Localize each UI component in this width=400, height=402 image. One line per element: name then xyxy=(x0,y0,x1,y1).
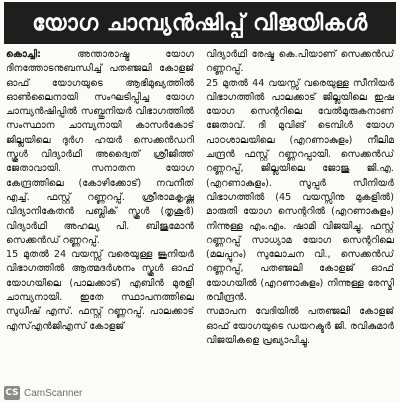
camscanner-label: CamScanner xyxy=(24,387,83,399)
paragraph-1 xyxy=(6,48,194,248)
paragraph-2: 15 മുതൽ 24 വയസ്സ് വരെയുള്ള ജൂനിയർ വിഭാഗത്തിൽ ആത്മദർശനം സ്കൂൾ ഓഫ് യോഗയിലെ (പാലക്കാട്) എബിൻ മുരളി ചാമ്പ്യനായി. ഇതേ സ്ഥാപനത്തിലെ സുധീഷ് എസ്. ഫസ്റ്റ് റണ്ണറപ്പ്. പാലക്കാട് എസ്എൻജിഎസ് കോളജ് xyxy=(6,249,194,332)
left-column xyxy=(6,48,194,388)
dateline: കൊച്ചി: xyxy=(6,49,41,60)
camscanner-logo-icon: CS xyxy=(5,388,19,398)
paragraph-4: 25 മുതൽ 44 വയസ്സ് വരെയുള്ള സീനിയർ വിഭാഗത്തിൽ പാലക്കാട് ജില്ലയിലെ ഇഷ യോഗ സെന്ററിലെ വേൽമുരുകനാണ് ജേതാവ്. ദി മുവിങ് ടെമ്പിൾ യോഗ പാഠശാലയിലെ (എറണാകുളം) നീലിമ ചന്ദ്രൻ ഫസ്റ്റ് റണ്ണറപ്പായി. സെക്കൻഡ് റണ്ണറപ്പ്, ജില്ലയിലെ ജോജു ജി.എ. (എറണാകുളം). സൂപ്പർ സീനിയർ വിഭാഗത്തിൽ (45 വയസ്സിനു മുകളിൽ) മാരുതി യോഗ സെന്ററിൽ (എറണാകുളം) നിന്നുള്ള എം.എം. ഷാമി വിജയിച്ചു. ഫസ്റ്റ് റണ്ണറപ്പ് സാധ്യാമ യോഗ സെന്ററിലെ (മലപ്പുറം) സുലോചന വി., സെക്കൻഡ് റണ്ണറപ്പ്, പതഞ്ജലി കോളജ് ഓഫ് യോഗയിൽ (എറണാകുളം) നിന്നുള്ള രേസ്മി രവീന്ദ്രൻ. xyxy=(206,77,394,304)
article-body xyxy=(6,48,394,388)
paragraph-1-text: അന്താരാഷ്ട്ര യോഗ ദിനത്തോടനുബന്ധിച്ച് പതഞ്ജലി കോളജ് ഓഫ് യോഗയുടെ ആഭിമുഖ്യത്തിൽ ഓൺലൈനായി സംഘടിപ്പിച്ച യോഗ ചാമ്പ്യൻഷിപ്പിൽ സബ്ജൂനിയർ വിഭാഗത്തിൽ സംസ്ഥാന ചാമ്പ്യനായി കാസർകോട് ജില്ലയിലെ ദുർഗ ഹയർ സെക്കൻഡറി സ്കൂൾ വിദ്യാർഥി അദ്വൈത് ശ്രീജിത്ത് ജേതാവായി. സനാതന യോഗ കേന്ദ്രത്തിലെ (കോഴിക്കോട്) നവനീത് എച്ച്. ഫസ്റ്റ് റണ്ണറപ്പ്. ശ്രീരാമകൃഷ്ണ വിദ്യാനികേതൻ പബ്ലിക് സ്കൂൾ (തൃശൂർ) വിദ്യാർഥി അഹല്യ പി. ബിജുമോൻ സെക്കൻഡ് റണ്ണറപ്പ്. xyxy=(6,49,194,246)
camscanner-watermark xyxy=(4,386,82,400)
headline-text: യോഗ ചാമ്പ്യൻഷിപ്പ് വിജയികൾ xyxy=(32,10,368,36)
headline xyxy=(4,2,396,44)
paragraph-3: വിദ്യാർഥി രേഷ്മ കെ.പിയാണ് സെക്കൻഡ് റണ്ണറപ്പ്. xyxy=(206,49,394,75)
right-column xyxy=(206,48,394,388)
paragraph-5: സമാപന വേദിയിൽ പതഞ്ജലി കോളജ് ഓഫ് യോഗയുടെ ഡയറക്ടർ ജി. രവികുമാർ വിജയികളെ പ്രഖ്യാപിച്ചു. xyxy=(206,306,394,346)
